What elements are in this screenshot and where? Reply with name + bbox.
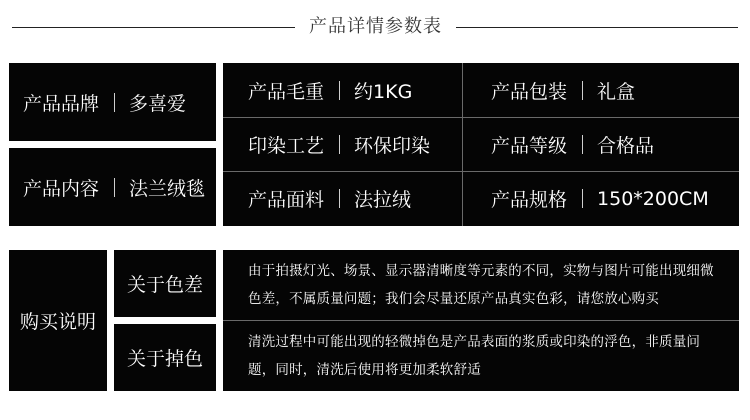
separator (114, 178, 115, 197)
param-value: 合格品 (597, 134, 655, 157)
note-text-panel (223, 250, 739, 391)
param-fabric (248, 171, 411, 226)
purchase-heading: 购买说明 (19, 311, 96, 333)
param-value: 多喜爱 (129, 92, 187, 115)
param-label: 产品面料 (248, 189, 325, 211)
note-text-fading: 清洗过程中可能出现的轻微掉色是产品表面的浆质或印染的浮色，非质量问题，同时，清洗后使用将更加柔软舒适 (248, 334, 701, 378)
param-label: 产品毛重 (248, 80, 325, 103)
param-dyeing (248, 117, 430, 171)
param-content-box (9, 148, 216, 226)
title-rule-left (12, 27, 295, 28)
separator (582, 135, 583, 154)
param-weight (248, 63, 412, 117)
param-brand-box (9, 63, 216, 141)
param-packaging (491, 63, 635, 117)
note-title: 关于色差 (126, 274, 203, 296)
param-label: 产品包装 (491, 80, 568, 103)
param-label: 产品内容 (23, 177, 100, 200)
section-title-row (0, 13, 750, 41)
param-value: 环保印染 (354, 134, 431, 157)
note-text-color: 由于拍摄灯光、场景、显示器清晰度等元素的不同，实物与图片可能出现细微色差，不属质量问题；我们会尽量还原产品真实色彩，请您放心购买 (248, 263, 714, 307)
param-label: 产品品牌 (23, 92, 100, 115)
page-title: 产品详情参数表 (309, 16, 442, 37)
param-value: 礼盒 (597, 80, 636, 103)
param-value: 法兰绒毯 (129, 177, 206, 200)
param-grid (223, 63, 739, 226)
param-grade (491, 117, 654, 171)
separator (339, 135, 340, 154)
param-value: 约1KG (354, 80, 413, 103)
grid-divider (462, 63, 463, 226)
separator (339, 81, 340, 100)
param-size (491, 171, 709, 226)
separator (582, 189, 583, 208)
separator (114, 93, 115, 112)
param-label: 印染工艺 (248, 134, 325, 157)
param-label: 产品规格 (491, 189, 568, 211)
note-title-box-color (114, 250, 216, 317)
separator (339, 189, 340, 208)
purchase-heading-box (9, 250, 107, 391)
note-divider (223, 320, 739, 321)
param-value: 法拉绒 (354, 189, 412, 211)
separator (582, 81, 583, 100)
note-title-box-fading (114, 324, 216, 391)
title-rule-right (456, 27, 738, 28)
note-title: 关于掉色 (126, 348, 203, 370)
param-label: 产品等级 (491, 134, 568, 157)
param-value: 150*200CM (597, 187, 709, 210)
